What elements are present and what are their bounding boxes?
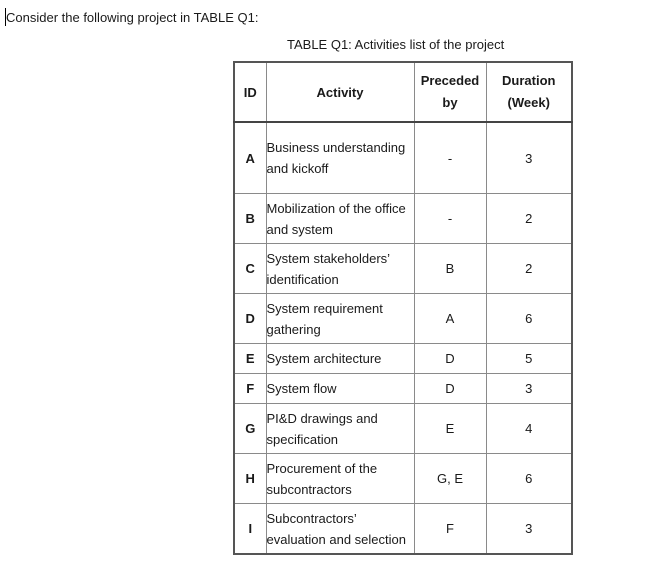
cell-id: G bbox=[234, 404, 266, 454]
cell-duration: 3 bbox=[486, 374, 572, 404]
header-row bbox=[234, 62, 572, 122]
cell-duration: 6 bbox=[486, 454, 572, 504]
cell-preceded: E bbox=[414, 404, 486, 454]
cell-duration: 6 bbox=[486, 294, 572, 344]
cell-id: E bbox=[234, 344, 266, 374]
table-row bbox=[234, 404, 572, 454]
cell-activity: System architecture bbox=[266, 344, 414, 374]
cell-preceded: G, E bbox=[414, 454, 486, 504]
cell-preceded: A bbox=[414, 294, 486, 344]
header-preceded-line2: by bbox=[442, 95, 458, 110]
cell-id: H bbox=[234, 454, 266, 504]
cell-id: B bbox=[234, 194, 266, 244]
cell-activity: Business understanding and kickoff bbox=[266, 122, 414, 194]
cell-duration: 5 bbox=[486, 344, 572, 374]
cell-activity: PI&D drawings and specification bbox=[266, 404, 414, 454]
cell-id: F bbox=[234, 374, 266, 404]
table-row bbox=[234, 244, 572, 294]
cell-id: C bbox=[234, 244, 266, 294]
cell-id: I bbox=[234, 504, 266, 555]
header-preceded bbox=[414, 62, 486, 122]
table-row bbox=[234, 344, 572, 374]
table-row bbox=[234, 294, 572, 344]
cell-preceded: D bbox=[414, 374, 486, 404]
cell-preceded: F bbox=[414, 504, 486, 555]
header-preceded-line1: Preceded bbox=[420, 73, 480, 88]
header-duration-line1: Duration bbox=[502, 73, 556, 88]
cell-duration: 3 bbox=[486, 504, 572, 555]
cell-activity: Procurement of the subcontractors bbox=[266, 454, 414, 504]
cell-activity: Mobilization of the office and system bbox=[266, 194, 414, 244]
table-row bbox=[234, 374, 572, 404]
cell-activity: System flow bbox=[266, 374, 414, 404]
cell-preceded: - bbox=[414, 194, 486, 244]
header-id: ID bbox=[234, 62, 266, 122]
cell-duration: 2 bbox=[486, 244, 572, 294]
cell-activity: System requirement gathering bbox=[266, 294, 414, 344]
cell-id: D bbox=[234, 294, 266, 344]
cell-duration: 4 bbox=[486, 404, 572, 454]
cell-preceded: D bbox=[414, 344, 486, 374]
header-duration-line2: (Week) bbox=[507, 95, 550, 110]
cell-activity: System stakeholders’ identification bbox=[266, 244, 414, 294]
table-caption: TABLE Q1: Activities list of the project bbox=[287, 37, 505, 52]
cell-preceded: B bbox=[414, 244, 486, 294]
cell-preceded: - bbox=[414, 122, 486, 194]
activities-table bbox=[233, 61, 573, 555]
cell-id: A bbox=[234, 122, 266, 194]
table-row bbox=[234, 122, 572, 194]
header-activity: Activity bbox=[266, 62, 414, 122]
table-row bbox=[234, 194, 572, 244]
cell-duration: 2 bbox=[486, 194, 572, 244]
cell-duration: 3 bbox=[486, 122, 572, 194]
table-row bbox=[234, 454, 572, 504]
header-duration bbox=[486, 62, 572, 122]
table-row bbox=[234, 504, 572, 555]
intro-text: Consider the following project in TABLE Q1: bbox=[6, 10, 259, 25]
cell-activity: Subcontractors’ evaluation and selection bbox=[266, 504, 414, 555]
